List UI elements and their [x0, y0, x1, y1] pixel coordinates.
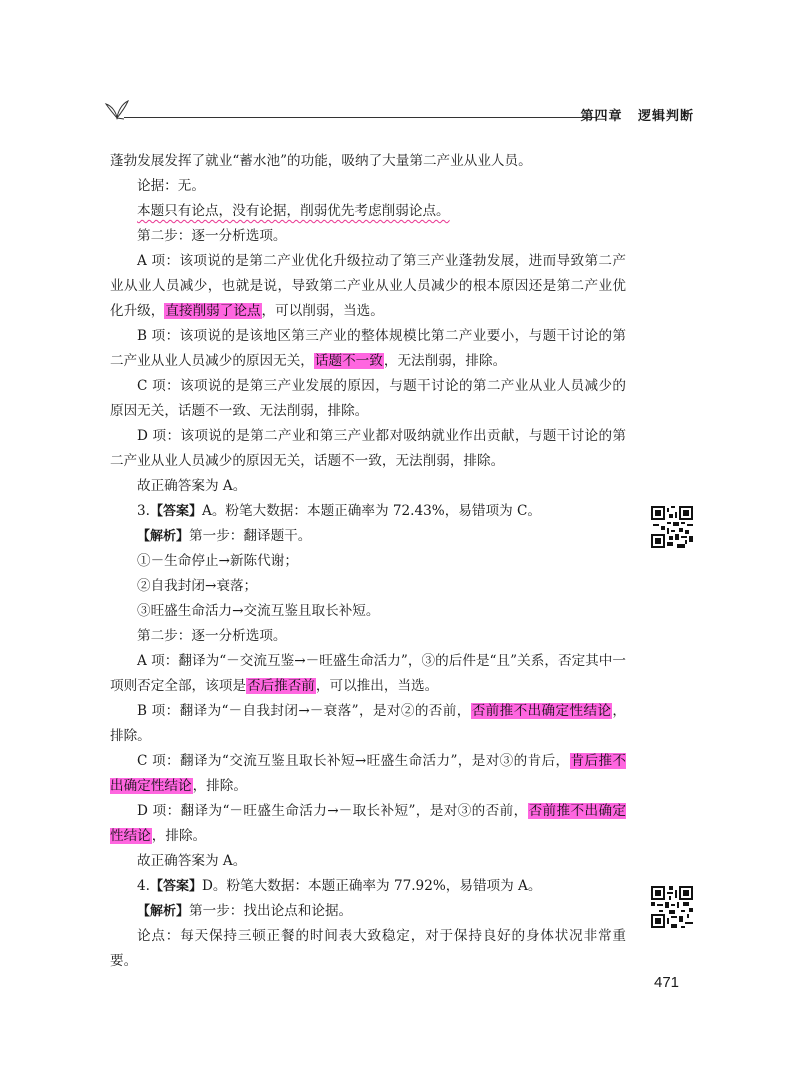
text: B 项：该项说的是该地区第三产业的整体规模比第二产业要小，与题干讨论的第二产业从业人员减少的原因无关，	[110, 328, 626, 369]
question-number: 3.	[137, 503, 150, 519]
page-body	[110, 149, 626, 974]
paragraph: 论据：无。	[137, 178, 205, 194]
analysis-line	[110, 524, 626, 549]
qr-code-icon[interactable]	[651, 886, 693, 928]
analysis-label: 【解析】	[137, 904, 190, 919]
highlight: 肯后推不出确定性结论	[110, 753, 627, 794]
underlined-note: 本题只有论点，没有论据，削弱优先考虑削弱论点。	[137, 203, 450, 219]
analysis-line	[110, 899, 626, 924]
chapter-number: 第四章	[580, 109, 623, 124]
paragraph: 论点：每天保持三顿正餐的时间表大致稳定，对于保持良好的身体状况非常重要。	[110, 928, 626, 969]
option-d-analysis	[110, 799, 626, 849]
option-c-analysis: C 项：该项说的是第三产业发展的原因，与题干讨论的第二产业从业人员减少的原因无关，话题不一致、无法削弱，排除。	[110, 378, 626, 419]
highlight: 否前推不出确定性结论	[110, 803, 627, 844]
highlight: 否前推不出确定性结论	[471, 703, 612, 719]
text: ，排除。	[151, 828, 207, 844]
text: ，无法削弱，排除。	[383, 353, 507, 369]
chapter-name: 逻辑判断	[637, 109, 694, 124]
header-rule	[124, 117, 596, 118]
text: ，排除。	[192, 778, 247, 794]
paragraph: 第二步：逐一分析选项。	[137, 228, 287, 244]
highlight: 直接削弱了论点	[165, 303, 261, 319]
text: A 项：翻译为“－交流互鉴→－旺盛生命活力”，③的后件是“且”关系，否定其中一项则否定全部，该项是	[110, 653, 626, 694]
paragraph: 蓬勃发展发挥了就业“蓄水池”的功能，吸纳了大量第二产业从业人员。	[110, 153, 532, 169]
option-d-analysis: D 项：该项说的是第二产业和第三产业都对吸纳就业作出贡献，与题干讨论的第二产业从业人员减少的原因无关，话题不一致，无法削弱，排除。	[110, 428, 626, 469]
text: A。粉笔大数据：本题正确率为 72.43%，易错项为 C。	[202, 503, 541, 519]
paragraph: ③旺盛生命活力→交流互鉴且取长补短。	[137, 603, 380, 619]
option-b-analysis	[110, 699, 626, 749]
paragraph: 第二步：逐一分析选项。	[137, 628, 287, 644]
answer-line	[110, 499, 626, 524]
option-c-analysis	[110, 749, 626, 799]
qr-code-icon[interactable]	[651, 506, 693, 548]
paragraph	[110, 199, 626, 224]
analysis-label: 【解析】	[137, 529, 190, 544]
text: D。粉笔大数据：本题正确率为 77.92%，易错项为 A。	[202, 878, 542, 894]
highlight: 话题不一致	[314, 353, 383, 369]
paragraph: ②自我封闭→衰落；	[137, 578, 258, 594]
answer-label: 【答案】	[149, 879, 202, 894]
text: ，排除。	[110, 703, 626, 744]
answer-label: 【答案】	[149, 504, 202, 519]
text: D 项：翻译为“－旺盛生命活力→－取长补短”，是对③的否前，	[137, 803, 528, 819]
text: 第一步：翻译题干。	[189, 528, 312, 544]
text: 第一步：找出论点和论据。	[189, 903, 353, 919]
text: ，可以推出，当选。	[315, 678, 439, 694]
option-a-analysis	[110, 649, 626, 699]
paragraph: ①－生命停止→新陈代谢；	[137, 553, 298, 569]
option-a-analysis	[110, 249, 626, 324]
conclusion: 故正确答案为 A。	[137, 478, 247, 494]
chapter-title	[570, 105, 694, 124]
question-number: 4.	[137, 878, 150, 894]
text: ，可以削弱，当选。	[261, 303, 384, 319]
page-header	[104, 96, 694, 136]
option-b-analysis	[110, 324, 626, 374]
answer-line	[110, 874, 626, 899]
highlight: 否后推否前	[246, 678, 315, 694]
conclusion: 故正确答案为 A。	[137, 853, 247, 869]
page-number: 471	[654, 974, 680, 991]
text: C 项：翻译为“交流互鉴且取长补短→旺盛生命活力”，是对③的肯后，	[137, 753, 570, 769]
text: A 项：该项说的是第二产业优化升级拉动了第三产业蓬勃发展，进而导致第二产业从业人员减少，也就是说，导致第二产业从业人员减少的根本原因还是第二产业优化升级，	[110, 253, 626, 319]
text: B 项：翻译为“－自我封闭→－衰落”，是对②的否前，	[137, 703, 471, 719]
